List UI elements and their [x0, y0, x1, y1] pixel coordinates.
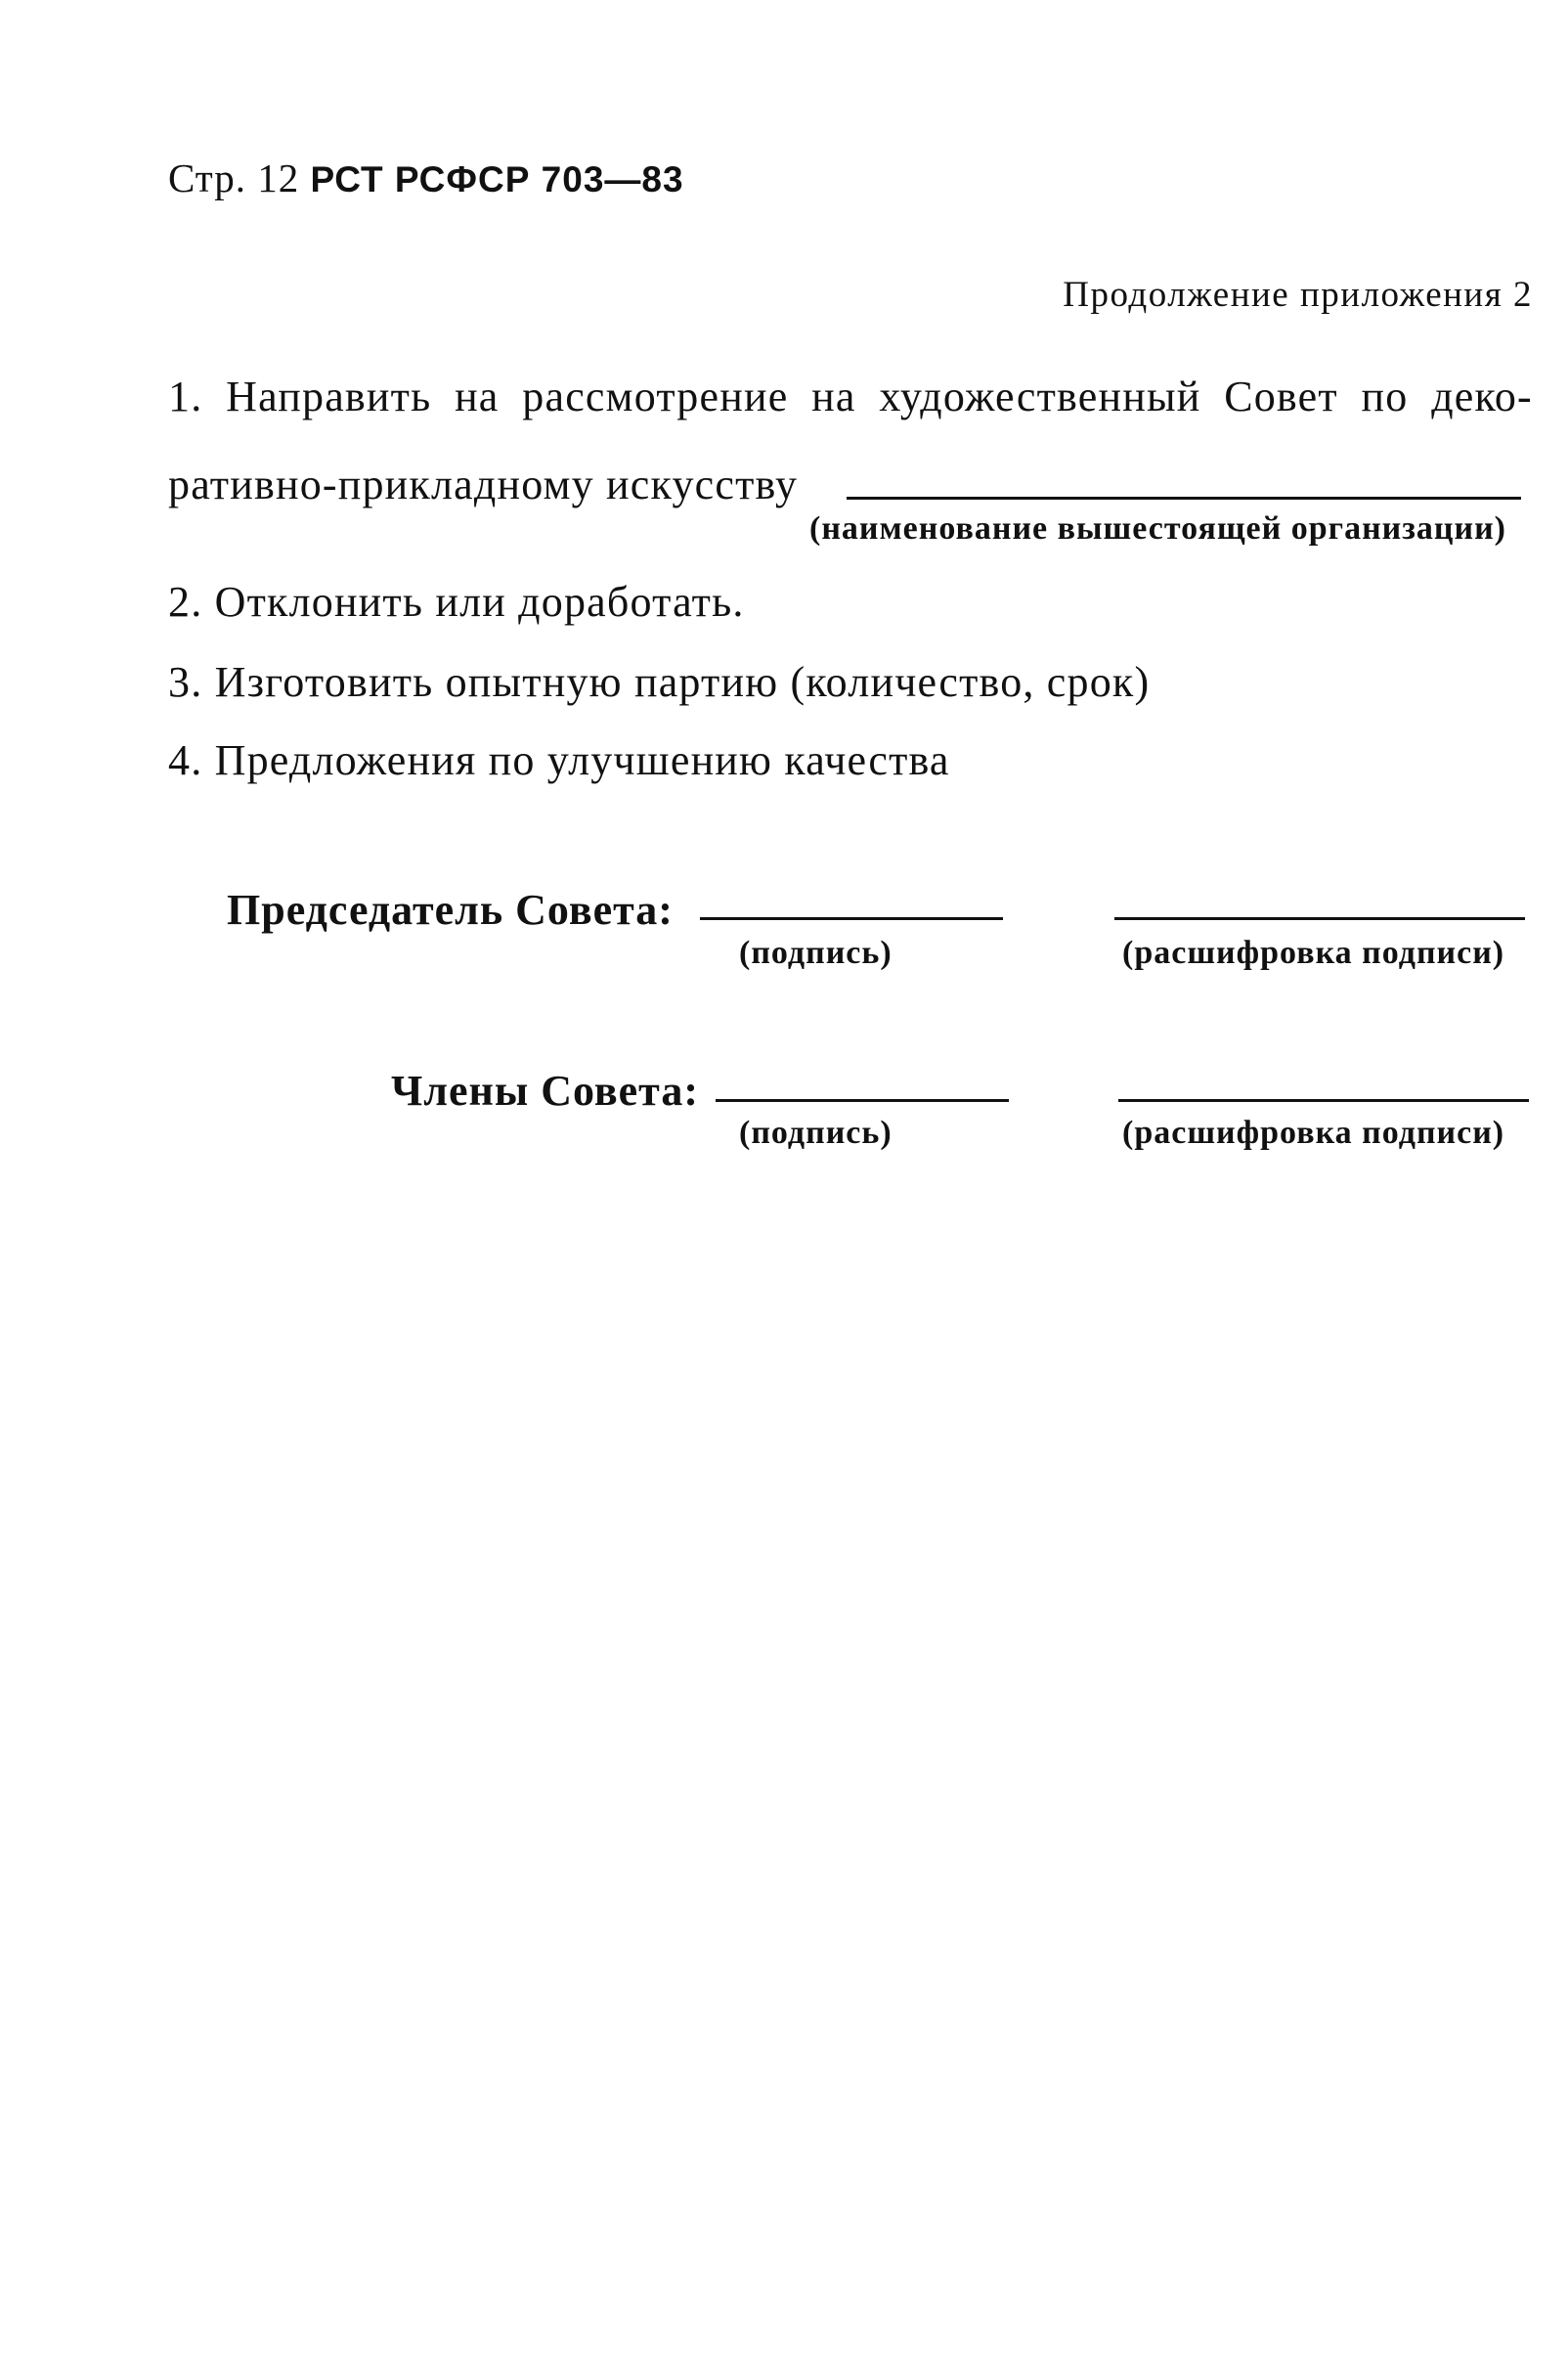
item-3: 3. Изготовить опытную партию (количество, срок): [168, 658, 1151, 706]
members-decoding-line: [1118, 1099, 1529, 1102]
appendix-continuation: Продолжение приложения 2: [1063, 275, 1533, 315]
item-1-word: на: [455, 373, 500, 420]
item-1-word: Совет: [1224, 373, 1338, 420]
item-1-word: художественный: [879, 373, 1201, 420]
page-header: [168, 154, 684, 201]
chairman-signature-caption: (подпись): [739, 935, 893, 971]
standard-code: РСТ РСФСР 703—83: [310, 159, 684, 199]
item-4: 4. Предложения по улучшению качества: [168, 736, 950, 784]
chairman-label: Председатель Совета:: [227, 886, 674, 934]
page-number: Стр. 12: [168, 155, 300, 200]
item-1-word: деко-: [1431, 373, 1533, 420]
members-signature-caption: (подпись): [739, 1115, 893, 1151]
chairman-signature-line: [700, 917, 1003, 920]
item-2: 2. Отклонить или доработать.: [168, 578, 745, 626]
item-1-word: Направить: [226, 373, 432, 420]
organization-fill-line: [847, 497, 1521, 500]
item-1-line-2: ративно-прикладному искусству: [168, 461, 799, 508]
item-1-word: на: [811, 373, 856, 420]
chairman-decoding-line: [1114, 917, 1525, 920]
item-1-word: 1.: [168, 373, 203, 420]
chairman-decoding-caption: (расшифровка подписи): [1122, 935, 1505, 971]
item-1-word: по: [1361, 373, 1409, 420]
members-label: Члены Совета:: [391, 1067, 699, 1115]
members-signature-line: [716, 1099, 1009, 1102]
organization-caption: (наименование вышестоящей организации): [809, 510, 1507, 547]
members-decoding-caption: (расшифровка подписи): [1122, 1115, 1505, 1151]
item-1-word: рассмотрение: [522, 373, 789, 420]
item-1-line-1: [168, 372, 1533, 421]
